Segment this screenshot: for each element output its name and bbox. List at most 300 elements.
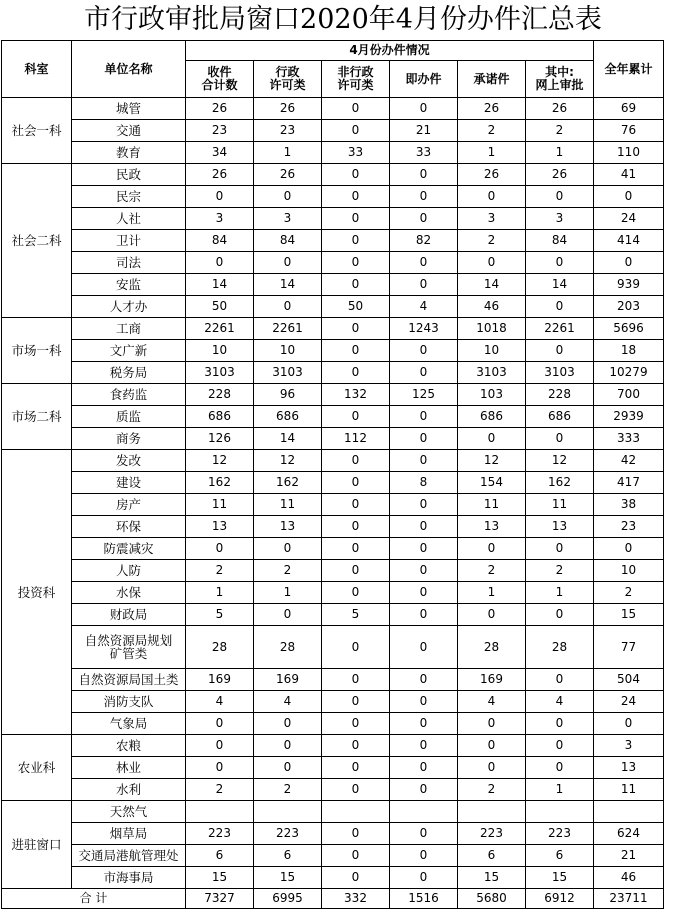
unit-name: 房产 [72,494,186,516]
value-admin: 223 [254,823,322,845]
value-immediate: 0 [390,735,458,757]
value-online: 15 [526,867,594,889]
value-immediate: 0 [390,494,458,516]
value-promise: 686 [458,406,526,428]
value-year: 38 [594,494,664,516]
table-row [2,604,664,626]
unit-name: 农粮 [72,735,186,757]
value-online: 26 [526,98,594,120]
value-total: 169 [186,669,254,691]
value-admin: 0 [254,757,322,779]
value-promise: 0 [458,604,526,626]
value-online: 14 [526,274,594,296]
value-nonadmin: 0 [322,340,390,362]
value-admin: 1 [254,582,322,604]
value-immediate: 125 [390,384,458,406]
header-row [2,41,664,61]
value-promise: 4 [458,691,526,713]
unit-name: 交通 [72,120,186,142]
value-nonadmin: 0 [322,516,390,538]
value-year: 0 [594,252,664,274]
value-admin: 10 [254,340,322,362]
value-total: 0 [186,252,254,274]
value-year: 24 [594,691,664,713]
value-immediate: 0 [390,713,458,735]
value-year: 10279 [594,362,664,384]
value-year: 46 [594,867,664,889]
value-admin: 2 [254,779,322,801]
value-total: 0 [186,538,254,560]
value-admin: 96 [254,384,322,406]
value-year: 417 [594,472,664,494]
value-year: 23 [594,516,664,538]
value-nonadmin: 0 [322,560,390,582]
value-year: 24 [594,208,664,230]
value-online: 223 [526,823,594,845]
value-year: 414 [594,230,664,252]
value-promise: 0 [458,713,526,735]
value-online: 2261 [526,318,594,340]
value-nonadmin: 132 [322,384,390,406]
value-immediate: 0 [390,845,458,867]
dept-cell: 投资科 [2,450,72,735]
value-nonadmin: 5 [322,604,390,626]
value-immediate: 0 [390,779,458,801]
dept-cell: 市场二科 [2,384,72,450]
header-total: 收件 合计数 [186,61,254,98]
value-online: 0 [526,735,594,757]
value-admin: 169 [254,669,322,691]
unit-name: 交通局港航管理处 [72,845,186,867]
value-year: 203 [594,296,664,318]
unit-name: 自然资源局规划 矿管类 [72,626,186,669]
value-nonadmin: 0 [322,274,390,296]
value-online: 0 [526,428,594,450]
unit-name: 林业 [72,757,186,779]
value-immediate: 33 [390,142,458,164]
value-online: 12 [526,450,594,472]
value-admin: 0 [254,252,322,274]
table-row [2,406,664,428]
value-nonadmin: 0 [322,713,390,735]
value-admin: 15 [254,867,322,889]
value-year: 42 [594,450,664,472]
table-row [2,801,664,823]
unit-name: 防震减灾 [72,538,186,560]
value-year: 3 [594,735,664,757]
table-row [2,757,664,779]
value-total: 26 [186,164,254,186]
value-admin: 2261 [254,318,322,340]
value-admin: 686 [254,406,322,428]
value-immediate: 0 [390,450,458,472]
header-unit: 单位名称 [72,41,186,98]
value-total: 2261 [186,318,254,340]
value-total: 0 [186,186,254,208]
table-row [2,208,664,230]
value-total: 4 [186,691,254,713]
total-label: 合 计 [2,889,186,909]
value-promise: 169 [458,669,526,691]
total-admin: 6995 [254,889,322,909]
value-promise: 46 [458,296,526,318]
value-online: 13 [526,516,594,538]
value-nonadmin: 0 [322,98,390,120]
unit-name: 民政 [72,164,186,186]
value-year: 110 [594,142,664,164]
value-admin: 1 [254,142,322,164]
value-nonadmin: 0 [322,362,390,384]
table-row [2,428,664,450]
unit-name: 文广新 [72,340,186,362]
value-nonadmin: 0 [322,626,390,669]
value-year: 41 [594,164,664,186]
value-promise: 0 [458,428,526,450]
value-online: 84 [526,230,594,252]
table-row [2,582,664,604]
value-admin: 3103 [254,362,322,384]
value-total: 12 [186,450,254,472]
value-year: 18 [594,340,664,362]
value-nonadmin: 0 [322,208,390,230]
value-promise: 1 [458,582,526,604]
unit-name: 自然资源局国土类 [72,669,186,691]
value-total: 2 [186,779,254,801]
unit-name: 工商 [72,318,186,340]
value-year: 624 [594,823,664,845]
value-online: 0 [526,538,594,560]
table-row [2,362,664,384]
value-nonadmin: 0 [322,669,390,691]
value-nonadmin: 0 [322,538,390,560]
value-year: 69 [594,98,664,120]
value-year: 76 [594,120,664,142]
value-nonadmin: 0 [322,318,390,340]
value-total: 28 [186,626,254,669]
header-online: 其中: 网上审批 [526,61,594,98]
value-immediate: 0 [390,669,458,691]
value-online: 0 [526,186,594,208]
unit-name: 环保 [72,516,186,538]
value-nonadmin: 0 [322,494,390,516]
value-online: 0 [526,296,594,318]
unit-name: 建设 [72,472,186,494]
value-promise: 2 [458,779,526,801]
unit-name: 城管 [72,98,186,120]
value-total: 6 [186,845,254,867]
value-online: 2 [526,120,594,142]
header-immediate: 即办件 [390,61,458,98]
value-immediate: 0 [390,98,458,120]
value-online: 1 [526,142,594,164]
value-total: 50 [186,296,254,318]
value-immediate: 0 [390,428,458,450]
value-online: 11 [526,494,594,516]
value-promise: 15 [458,867,526,889]
value-promise [458,801,526,823]
value-nonadmin: 0 [322,252,390,274]
value-promise: 154 [458,472,526,494]
value-total [186,801,254,823]
header-group: 4月份办件情况 [186,41,594,61]
unit-name: 食药监 [72,384,186,406]
value-year: 15 [594,604,664,626]
value-admin: 14 [254,274,322,296]
value-promise: 10 [458,340,526,362]
value-promise: 103 [458,384,526,406]
value-year: 0 [594,713,664,735]
value-promise: 0 [458,252,526,274]
header-nonadmin: 非行政 许可类 [322,61,390,98]
value-nonadmin: 0 [322,867,390,889]
unit-name: 人防 [72,560,186,582]
unit-name: 发改 [72,450,186,472]
value-total: 126 [186,428,254,450]
table-row [2,450,664,472]
value-year: 2 [594,582,664,604]
unit-name: 质监 [72,406,186,428]
unit-name: 民宗 [72,186,186,208]
value-admin: 0 [254,735,322,757]
table-row [2,735,664,757]
value-promise: 11 [458,494,526,516]
table-row [2,779,664,801]
value-year: 333 [594,428,664,450]
value-admin: 0 [254,604,322,626]
value-immediate: 4 [390,296,458,318]
unit-name: 人社 [72,208,186,230]
value-nonadmin: 0 [322,823,390,845]
value-promise: 14 [458,274,526,296]
value-total: 228 [186,384,254,406]
value-immediate: 82 [390,230,458,252]
value-immediate: 0 [390,406,458,428]
value-admin: 26 [254,164,322,186]
unit-name: 司法 [72,252,186,274]
table-row [2,230,664,252]
value-promise: 1018 [458,318,526,340]
value-year: 10 [594,560,664,582]
unit-name: 财政局 [72,604,186,626]
table-row [2,120,664,142]
unit-name: 税务局 [72,362,186,384]
value-online [526,801,594,823]
value-admin: 3 [254,208,322,230]
value-promise: 3 [458,208,526,230]
unit-name: 人才办 [72,296,186,318]
table-row [2,845,664,867]
value-promise: 13 [458,516,526,538]
value-immediate: 0 [390,516,458,538]
value-online: 3103 [526,362,594,384]
value-online: 162 [526,472,594,494]
value-nonadmin: 0 [322,735,390,757]
value-year: 11 [594,779,664,801]
value-nonadmin: 0 [322,450,390,472]
unit-name: 烟草局 [72,823,186,845]
value-admin: 0 [254,713,322,735]
value-immediate: 0 [390,362,458,384]
value-year: 21 [594,845,664,867]
unit-name: 消防支队 [72,691,186,713]
table-row [2,274,664,296]
value-promise: 6 [458,845,526,867]
unit-name: 安监 [72,274,186,296]
unit-name: 气象局 [72,713,186,735]
value-total: 3 [186,208,254,230]
value-promise: 3103 [458,362,526,384]
table-row [2,98,664,120]
summary-table [1,40,664,909]
value-immediate: 0 [390,867,458,889]
value-promise: 0 [458,538,526,560]
table-row [2,494,664,516]
value-nonadmin: 0 [322,691,390,713]
value-promise: 2 [458,230,526,252]
total-online: 6912 [526,889,594,909]
value-admin: 13 [254,516,322,538]
value-online: 1 [526,779,594,801]
value-promise: 1 [458,142,526,164]
unit-name: 天然气 [72,801,186,823]
value-immediate: 0 [390,582,458,604]
value-promise: 26 [458,98,526,120]
value-year [594,801,664,823]
value-admin: 26 [254,98,322,120]
value-immediate: 0 [390,626,458,669]
value-online: 0 [526,604,594,626]
value-online: 4 [526,691,594,713]
value-promise: 2 [458,560,526,582]
value-nonadmin: 0 [322,582,390,604]
value-admin: 14 [254,428,322,450]
value-online: 6 [526,845,594,867]
value-admin: 2 [254,560,322,582]
value-total: 23 [186,120,254,142]
unit-name: 商务 [72,428,186,450]
total-immediate: 1516 [390,889,458,909]
value-nonadmin: 0 [322,757,390,779]
value-nonadmin: 0 [322,186,390,208]
dept-cell: 社会二科 [2,164,72,318]
value-admin: 28 [254,626,322,669]
value-admin: 23 [254,120,322,142]
header-dept: 科室 [2,41,72,98]
value-total: 15 [186,867,254,889]
value-promise: 0 [458,735,526,757]
value-total: 3103 [186,362,254,384]
value-admin [254,801,322,823]
value-total: 26 [186,98,254,120]
value-immediate: 0 [390,538,458,560]
value-immediate: 0 [390,208,458,230]
value-online: 0 [526,252,594,274]
total-nonadmin: 332 [322,889,390,909]
value-admin: 11 [254,494,322,516]
value-promise: 28 [458,626,526,669]
dept-cell: 农业科 [2,735,72,801]
value-admin: 6 [254,845,322,867]
value-total: 84 [186,230,254,252]
unit-name: 水保 [72,582,186,604]
value-nonadmin: 33 [322,142,390,164]
table-row [2,142,664,164]
value-year: 939 [594,274,664,296]
dept-cell: 进驻窗口 [2,801,72,889]
table-row [2,164,664,186]
value-total: 0 [186,713,254,735]
table-row [2,252,664,274]
value-online: 686 [526,406,594,428]
value-promise: 0 [458,757,526,779]
table-row [2,318,664,340]
value-admin: 4 [254,691,322,713]
value-online: 0 [526,340,594,362]
value-immediate: 0 [390,604,458,626]
unit-name: 市海事局 [72,867,186,889]
value-nonadmin [322,801,390,823]
value-online: 0 [526,757,594,779]
value-total: 2 [186,560,254,582]
value-year: 700 [594,384,664,406]
value-online: 228 [526,384,594,406]
value-admin: 12 [254,450,322,472]
table-row [2,713,664,735]
value-total: 223 [186,823,254,845]
value-immediate: 21 [390,120,458,142]
table-row [2,823,664,845]
value-total: 10 [186,340,254,362]
value-year: 5696 [594,318,664,340]
dept-cell: 市场一科 [2,318,72,384]
value-online: 3 [526,208,594,230]
value-admin: 0 [254,296,322,318]
total-year: 23711 [594,889,664,909]
page-title: 市行政审批局窗口2020年4月份办件汇总表 [84,4,602,35]
value-total: 34 [186,142,254,164]
value-total: 0 [186,735,254,757]
value-online: 0 [526,713,594,735]
value-total: 11 [186,494,254,516]
value-immediate: 0 [390,252,458,274]
dept-cell: 社会一科 [2,98,72,164]
value-nonadmin: 0 [322,845,390,867]
value-nonadmin: 0 [322,230,390,252]
value-promise: 12 [458,450,526,472]
value-immediate: 0 [390,757,458,779]
value-year: 13 [594,757,664,779]
unit-name: 教育 [72,142,186,164]
value-year: 504 [594,669,664,691]
value-total: 0 [186,757,254,779]
value-total: 1 [186,582,254,604]
value-online: 28 [526,626,594,669]
total-row [2,889,664,909]
value-nonadmin: 0 [322,406,390,428]
value-year: 77 [594,626,664,669]
table-row [2,669,664,691]
value-nonadmin: 112 [322,428,390,450]
value-nonadmin: 50 [322,296,390,318]
value-admin: 162 [254,472,322,494]
table-row [2,867,664,889]
value-online: 26 [526,164,594,186]
header-year: 全年累计 [594,41,664,98]
value-promise: 2 [458,120,526,142]
table-row [2,340,664,362]
value-total: 14 [186,274,254,296]
value-nonadmin: 0 [322,120,390,142]
